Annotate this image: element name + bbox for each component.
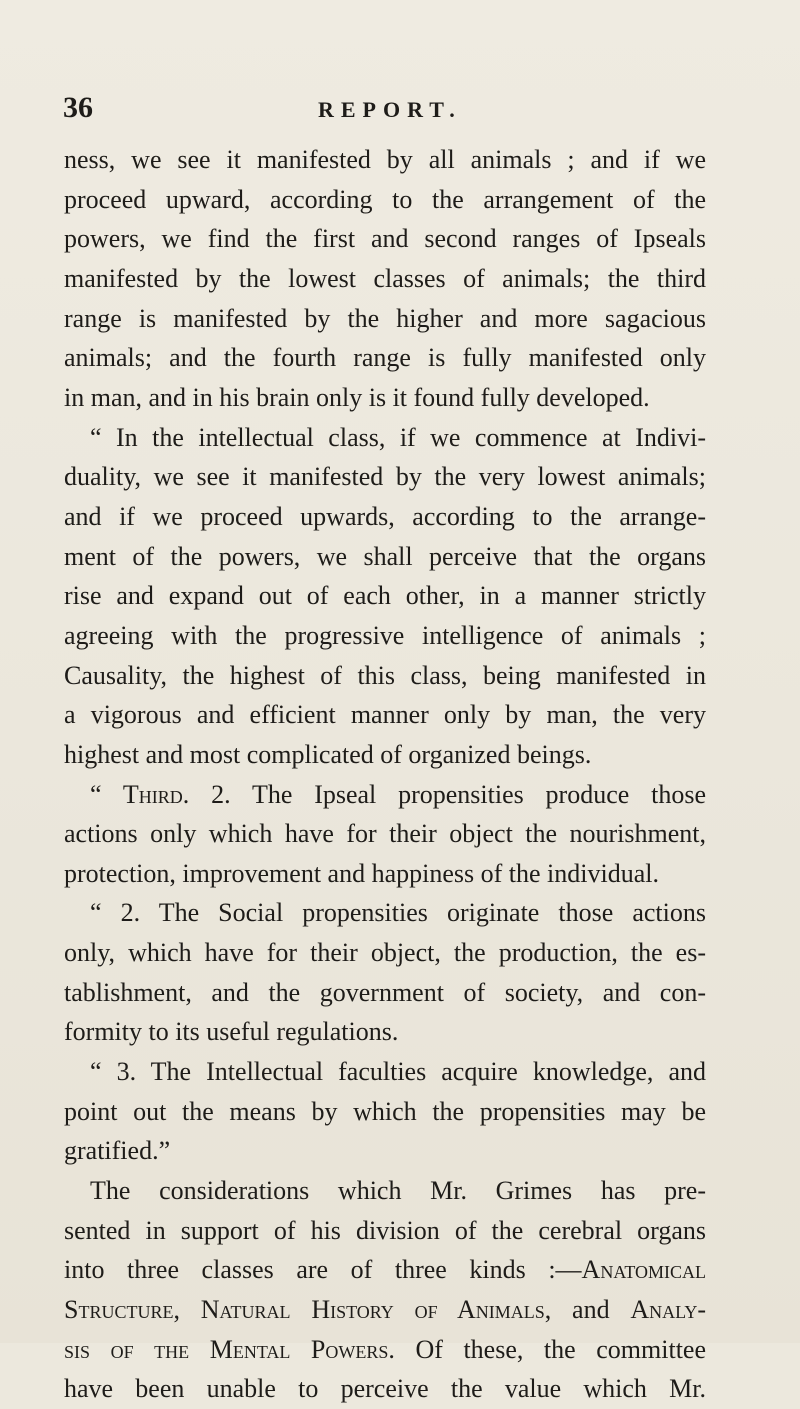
- text-line: ness, we see it manifested by all animals ; and if we: [64, 145, 706, 174]
- page-header: [63, 88, 703, 128]
- text-line: actions only which have for their object the nourishment,: [64, 819, 706, 849]
- text-line: into three classes are of three kinds :—Anatomical: [64, 1255, 706, 1285]
- text-line: “ Third. 2. The Ipseal propensities produce those: [90, 779, 706, 809]
- body-text: [64, 140, 706, 1409]
- text-line: Causality, the highest of this class, being manifested in: [64, 660, 706, 690]
- text-line: have been unable to perceive the value which Mr.: [64, 1374, 706, 1404]
- page-number: 36: [63, 91, 93, 124]
- text-line: powers, we find the first and second ranges of Ipseals: [64, 224, 706, 254]
- text-line: only, which have for their object, the production, the es-: [64, 938, 706, 968]
- text-line: Structure, Natural History of Animals, and Analy-: [64, 1295, 706, 1325]
- text-line: animals; and the fourth range is fully manifested only: [64, 343, 706, 373]
- small-caps-term: sis of the Mental Powers.: [64, 1334, 395, 1364]
- text-line: ment of the powers, we shall perceive that the organs: [64, 541, 706, 571]
- text-line: gratified.”: [64, 1136, 171, 1166]
- small-caps-term: Analy-: [630, 1295, 706, 1325]
- text-line: “ 3. The Intellectual faculties acquire knowledge, and: [90, 1057, 706, 1087]
- text-line: point out the means by which the propensities may be: [64, 1096, 706, 1126]
- text-line: The considerations which Mr. Grimes has pre-: [90, 1176, 706, 1206]
- text-line: protection, improvement and happiness of the individual.: [64, 858, 659, 888]
- text-line: tablishment, and the government of society, and con-: [64, 977, 706, 1007]
- text-line: formity to its useful regulations.: [64, 1017, 399, 1047]
- text-line: a vigorous and efficient manner only by man, the very: [64, 700, 706, 730]
- small-caps-term: Structure, Natural History of Animals,: [64, 1295, 552, 1325]
- text-line: range is manifested by the higher and more sagacious: [64, 303, 706, 333]
- text-line: sis of the Mental Powers. Of these, the committee: [64, 1334, 706, 1364]
- text-line: manifested by the lowest classes of animals; the third: [64, 263, 706, 293]
- text-line: proceed upward, according to the arrangement of the: [64, 184, 706, 214]
- text-line: “ 2. The Social propensities originate those actions: [90, 898, 706, 928]
- running-head: REPORT.: [318, 97, 462, 122]
- small-caps-heading: “ Third.: [90, 779, 190, 809]
- small-caps-term: Anatomical: [581, 1255, 706, 1285]
- text-line: highest and most complicated of organized beings.: [64, 739, 592, 769]
- text-line: “ In the intellectual class, if we commence at Indivi-: [90, 422, 706, 452]
- text-line: and if we proceed upwards, according to the arrange-: [64, 501, 706, 531]
- text-line: agreeing with the progressive intelligence of animals ;: [64, 620, 706, 650]
- text-line: duality, we see it manifested by the very lowest animals;: [64, 462, 706, 492]
- text-line: sented in support of his division of the cerebral organs: [64, 1215, 706, 1245]
- text-line: in man, and in his brain only is it found fully developed.: [64, 382, 650, 412]
- text-line: rise and expand out of each other, in a manner strictly: [64, 581, 706, 611]
